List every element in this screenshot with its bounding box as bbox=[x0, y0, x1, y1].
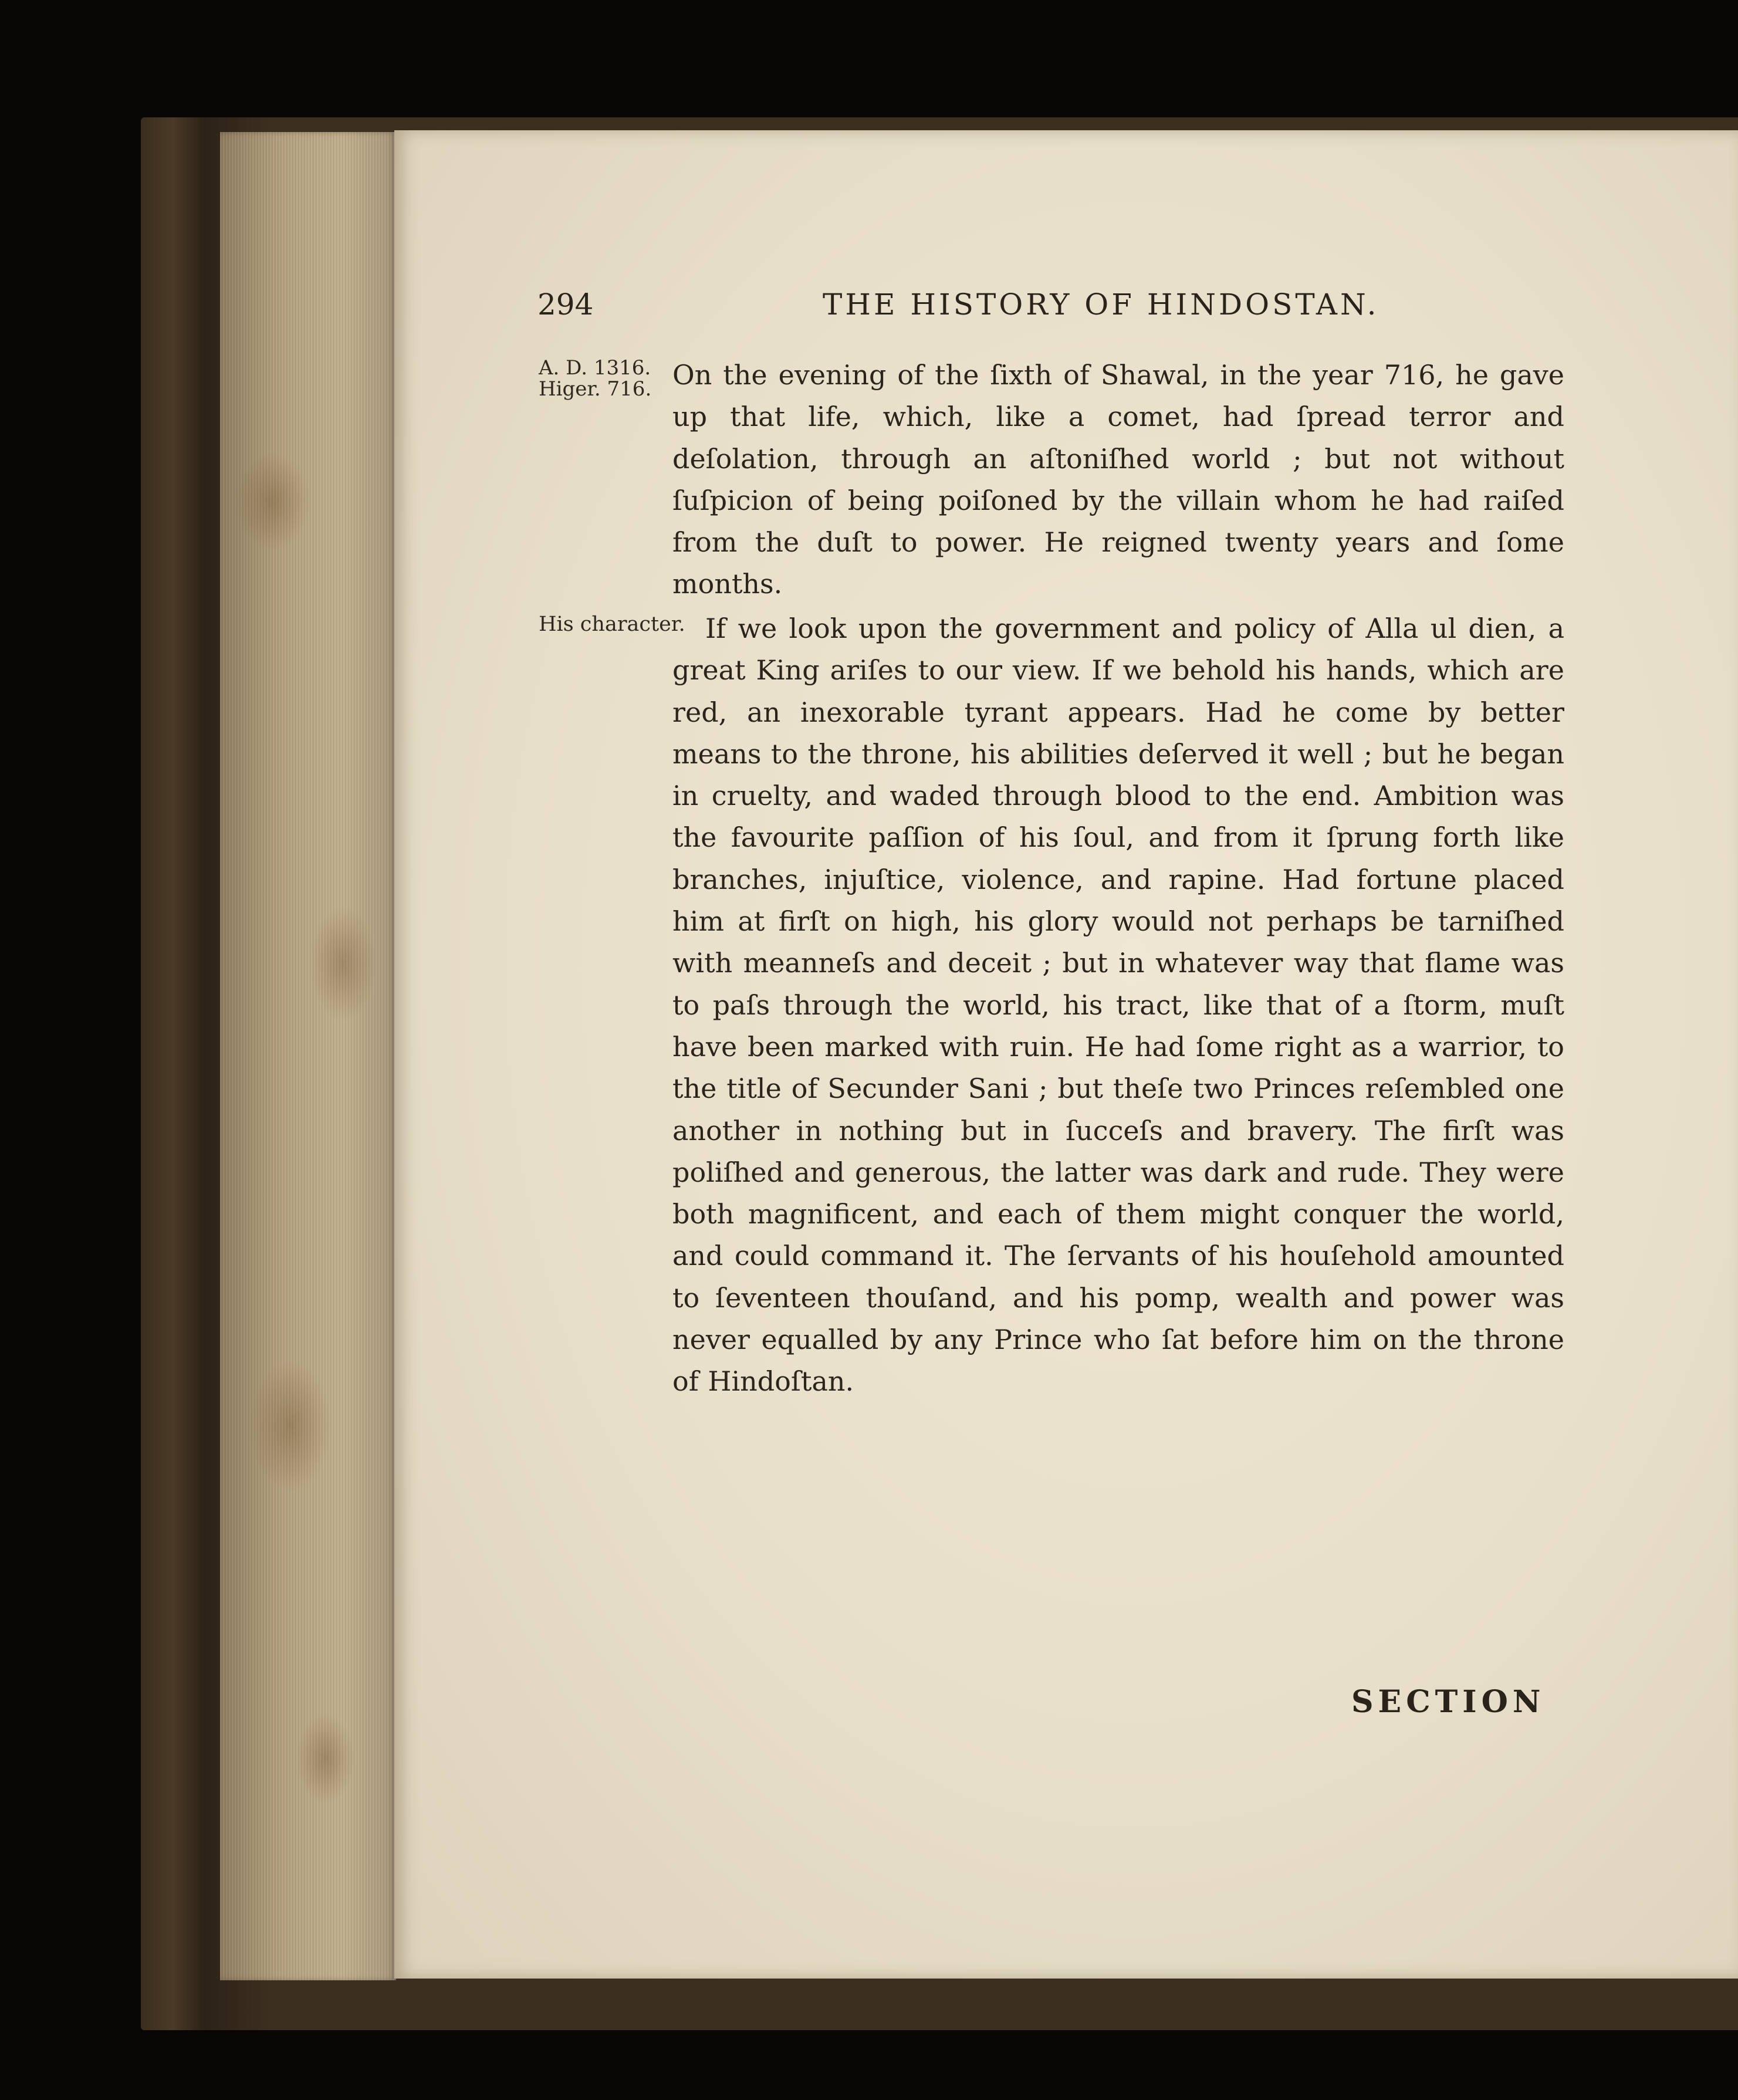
page-block-edges bbox=[220, 132, 396, 1980]
paragraph-character: If we look upon the government and policy of Alla ul dien, a great King ariſes to our view. If we behold his hands, which are red, an inexorable tyrant appears. Had he come by better means to the throne, his abilities deſerved it well ; but he began in cruelty, and waded through blood to the end. Ambition was the favourite paſſion of his ſoul, and from it ſprung forth like branches, injuſtice, violence, and rapine. Had fortune placed him at firſt on high, his glory would not perhaps be tarniſhed with meanneſs and deceit ; but in whatever way that flame was to paſs through the world, his tract, like that of a ſtorm, muſt have been marked with ruin. He had ſome right as a warrior, to the title of Secunder Sani ; but theſe two Princes reſembled one another in nothing but in ſucceſs and bravery. The firſt was poliſhed and generous, the latter was dark and rude. They were both magnificent, and each of them might conquer the world, and could command it. The ſervants of his houſehold amounted to ſeventeen thouſand, and his pomp, wealth and power was never equalled by any Prince who ſat before him on the throne of Hindoſtan. bbox=[672, 613, 1564, 1398]
catchword: SECTION bbox=[1351, 1684, 1546, 1720]
paragraph-death: On the evening of the ſixth of Shawal, in the year 716, he gave up that life, which, like a comet, had ſpread terror and deſolation, through an aſtoniſhed world ; but not without ſuſpicion of being poiſoned by the villain whom he had raiſed from the duſt to power. He reigned twenty years and ſome months. bbox=[672, 359, 1564, 600]
margin-note-character: His character. bbox=[539, 613, 685, 636]
margin-date-year: A. D. 1316. bbox=[539, 356, 651, 380]
margin-date-hijri: Higer. 716. bbox=[539, 377, 652, 401]
page-number: 294 bbox=[537, 288, 594, 322]
running-title: THE HISTORY OF HINDOSTAN. bbox=[823, 288, 1379, 322]
